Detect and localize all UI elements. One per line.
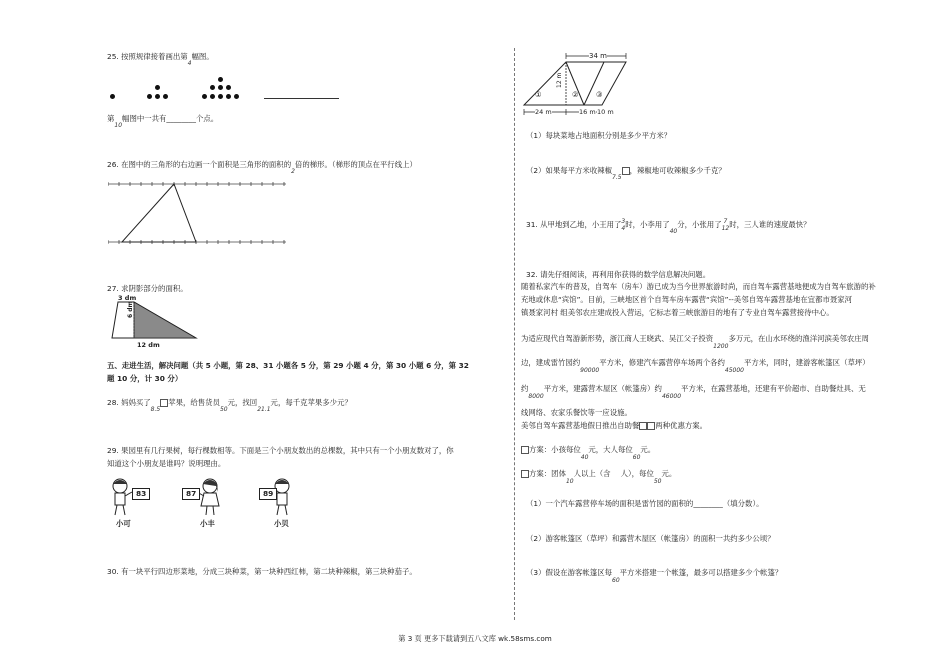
- dot: [234, 94, 239, 99]
- dot: [210, 94, 215, 99]
- q32-plan-a: 方案：小孩每位$_{40}$元，大人每位$_{60}$元。: [521, 445, 655, 456]
- q26-parallel-lines-figure: [108, 180, 288, 250]
- q27-text: 27. 求阴影部分的面积。: [107, 284, 188, 293]
- plan-a-icon: [639, 422, 647, 430]
- dot: [218, 94, 223, 99]
- dot: [163, 94, 168, 99]
- q32-title: 32. 请先仔细阅读，再利用你获得的数学信息解决问题。: [526, 270, 711, 279]
- q27-label-side: 6 dm: [127, 301, 134, 318]
- dot: [147, 94, 152, 99]
- kid-name-xiaobei: 小贝: [274, 519, 289, 528]
- fig30-area-2: ②: [572, 90, 579, 99]
- q29-line1: 29. 果园里有几行果树，每行棵数相等。下面是三个小朋友数出的总棵数，其中只有一个小朋友数对了，你: [107, 446, 454, 455]
- fig30-height-label: 12 m: [556, 72, 563, 88]
- dot: [226, 85, 231, 90]
- kid-name-xiaofeng: 小丰: [200, 519, 215, 528]
- q25-text: 25. 按照规律接着画出第$_4$幅图。: [107, 52, 214, 67]
- q31-text: 31. 从甲地到乙地，小王用了3 4时，小李用了$_{40}$分，小张用了 7 12时，三人谁的速度最快？: [526, 218, 811, 235]
- q30-sub1: （1）每块菜地占地面积分别是多少平方米？: [526, 131, 672, 140]
- dot: [202, 94, 207, 99]
- q25-line2: 第$_{10}$幅图中一共有________个点。: [107, 114, 219, 129]
- q27-label-top: 3 dm: [118, 294, 137, 302]
- dot: [218, 85, 223, 90]
- dot: [218, 77, 223, 82]
- q29-line2: 知道这个小朋友是谁吗？说明理由。: [107, 459, 226, 468]
- kid-count-83: 83: [132, 488, 150, 500]
- dot: [110, 94, 115, 99]
- q32-p3: 美邻自驾车露营基地假日推出自助餐 两种优惠方案。: [521, 421, 708, 430]
- fig30-area-3: ③: [596, 90, 603, 99]
- q32-p2-line3: 约$_{8000}$平方米，建露营木屋区（帐篷房）约$_{46000}$平方米，在露营基地，还建有平价超市、自助餐灶具、无: [521, 384, 866, 400]
- q32-plan-b: 方案：团体$_{10}$人以上（含 人），每位$_{50}$元。: [521, 469, 676, 480]
- kid-count-89: 89: [259, 488, 277, 500]
- q30-text: 30. 有一块平行四边形菜地，分成三块种菜，第一块种西红柿，第二块种辣椒，第三块种茄子。: [107, 567, 417, 576]
- section5-heading-line1: 五、走进生活，解决问题（共 5 小题，第 28、31 小题各 5 分，第 29 小题 4 分，第 30 小题 6 分，第 32: [107, 361, 469, 370]
- fig30-bottom-label-2: 16 m: [579, 108, 596, 116]
- fig30-bottom-label-3: 10 m: [597, 108, 614, 116]
- dot: [226, 94, 231, 99]
- q25-blank[interactable]: ________: [166, 114, 196, 123]
- q32-p1-line2: 充地或休息“宾馆”。目前，三峡地区首个自驾车房车露营“宾馆”--美邻自驾车露营基地在宜都市聂家河: [521, 295, 853, 304]
- column-divider: [514, 48, 515, 620]
- section5-heading-line2: 题 10 分，计 30 分）: [107, 374, 183, 383]
- dot: [155, 94, 160, 99]
- dot: [155, 85, 160, 90]
- plan-b-icon: [521, 470, 529, 478]
- q28-text: 28. 妈妈买了$_{8.5}$苹果，给售货员$_{50}$元，找回$_{21.1}$元，每千克苹果多少元？: [107, 398, 352, 413]
- q32-p1-line3: 镇聂家河村 组美邻农庄建成投入营运，它标志着三峡旅游目的地有了专业自驾车露营接待中心。: [521, 308, 834, 317]
- fig30-top-label: 34 m: [589, 52, 607, 60]
- q32-p2-line2: 边，建成雷竹园约$_{90000}$平方米，修建汽车露营停车场两个各约$_{45000}$平方米，同时，建游客帐篷区（草坪）: [521, 358, 870, 374]
- q32-p1-line1: 随着私家汽车的普及，自驾车（房车）游已成为当今世界旅游时尚，而自驾车露营基地便成为自驾车旅游的补: [521, 282, 876, 291]
- q32-sub3: （3）假设在游客帐篷区每$_{60}$平方米搭建一个帐篷，最多可以搭建多少个帐篷？: [526, 568, 783, 584]
- q32-p2-line1: 为适应现代自驾游新形势，浙江商人王晓武、吴江父子投资$_{1200}$多万元，在山水环绕的渔洋河滨美邻农庄周: [521, 334, 869, 350]
- q30-sub2: （2）如果每平方米收辣椒$_{7.5}$，辣椒地可收辣椒多少千克？: [526, 166, 726, 181]
- fig30-bottom-label-1: 24 m: [535, 108, 552, 116]
- kid-count-87: 87: [182, 488, 200, 500]
- q27-label-bottom: 12 dm: [137, 341, 160, 349]
- q32-sub2: （2）游客帐篷区（草坪）和露营木屋区（帐篷房）的面积一共约多少公顷？: [526, 534, 775, 543]
- kid-name-xiaoke: 小可: [116, 519, 131, 528]
- page-footer: 第 3 页 更多下载请到五八文库 wk.58sms.com: [398, 634, 552, 643]
- dot: [210, 85, 215, 90]
- q26-text: 26. 在图中的三角形的右边画一个面积是三角形的面积的$_2$倍的梯形。（梯形的顶点在平行线上）: [107, 160, 417, 175]
- plan-a-icon: [521, 446, 529, 454]
- fig30-area-1: ①: [535, 90, 542, 99]
- kg-unit-icon: [622, 167, 630, 175]
- q25-answer-line[interactable]: [264, 98, 339, 99]
- q32-sub1-blank[interactable]: ________: [693, 499, 723, 508]
- q32-sub1: （1）一个汽车露营停车场的面积是雷竹园的面积的________（填分数）。: [526, 499, 764, 508]
- q32-p2-line4: 线网络、农家乐餐饮等一应设施。: [521, 408, 632, 417]
